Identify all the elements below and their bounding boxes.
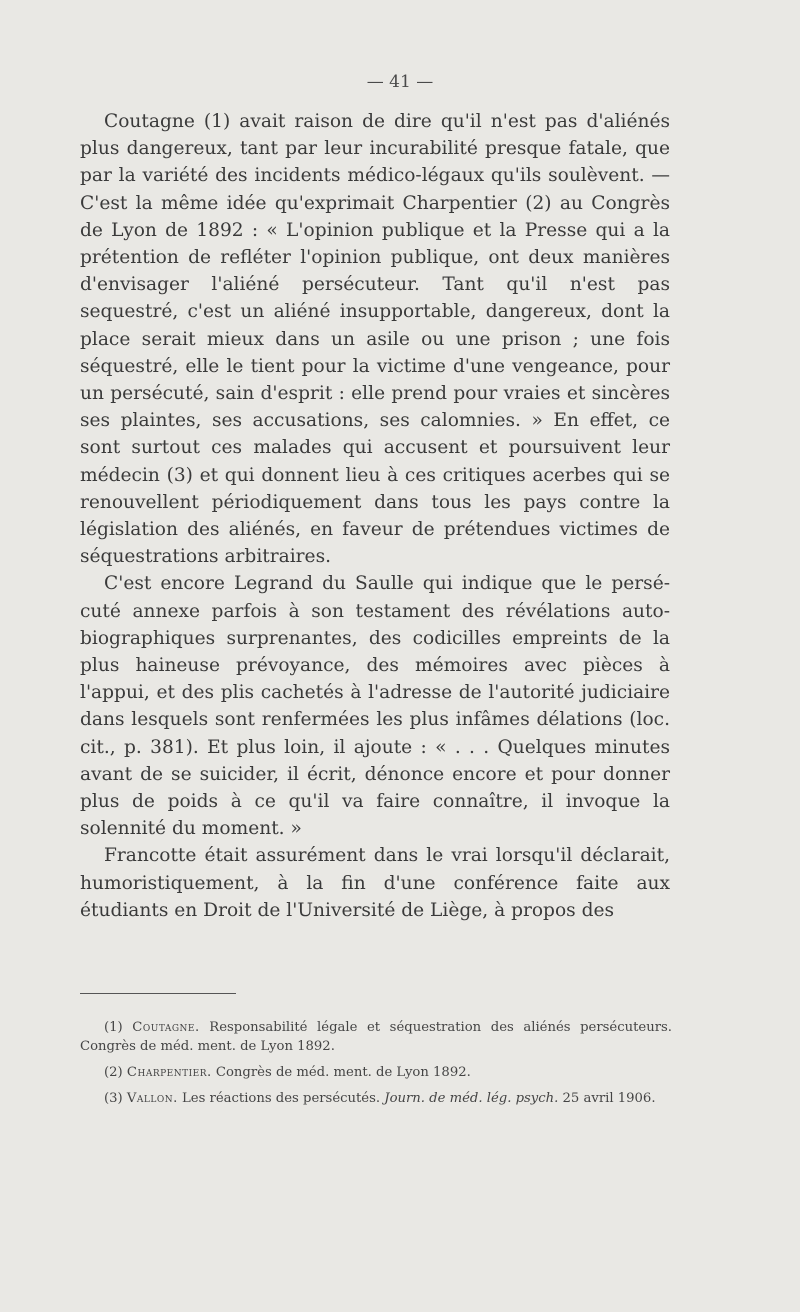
footnote-2: [80, 1063, 672, 1082]
footnote-text: Responsabilité légale et séquestration des aliénés persécuteurs. Congrès de méd. ment. de Lyon 1892.: [80, 1020, 672, 1054]
footnote-author: Vallon.: [126, 1091, 178, 1106]
footnote-text: Les réactions des persécutés.: [182, 1091, 381, 1106]
footnote-marker: (3): [104, 1091, 123, 1106]
footnote-journal: Journ. de méd. lég. psych.: [384, 1091, 559, 1106]
footnote-author: Charpentier.: [126, 1065, 212, 1080]
footnote-marker: (1): [104, 1020, 123, 1035]
paragraph-1: Coutagne (1) avait raison de dire qu'il n'est pas d'aliénés plus dangereux, tant par leur incurabilité presque fatale, que par la variété des incidents médico-légaux qu'ils soulèvent. — C'est la même idée qu'exprimait Charpentier (2) au Congrès de Lyon de 1892 : « L'opinion publique et la Presse qui a la prétention de refléter l'opinion publique, ont deux manières d'envisager l'aliéné persécuteur. Tant qu'il n'est pas sequestré, c'est un aliéné insupportable, dangereux, dont la place serait mieux dans un asile ou une prison ; une fois séquestré, elle le tient pour la victime d'une vengeance, pour un persécuté, sain d'esprit : elle prend pour vraies et sincères ses plaintes, ses accusations, ses calomnies. » En effet, ce sont surtout ces malades qui accusent et poursuivent leur médecin (3) et qui donnent lieu à ces critiques acerbes qui se renouvellent périodiquement dans tous les pays contre la législation des aliénés, en faveur de prétendues victimes de séquestrations arbitraires.: [80, 111, 670, 568]
body-text: [80, 108, 670, 924]
footnote-text: Congrès de méd. ment. de Lyon 1892.: [215, 1065, 471, 1080]
paragraph-3: Francotte était assurément dans le vrai lorsqu'il déclarait, humoristiquement, à la fin d'une conférence faite aux étudiants en Droit de l'Université de Liège, à propos des: [80, 845, 670, 921]
footnote-marker: (2): [104, 1065, 123, 1080]
footnotes: [80, 1018, 672, 1115]
footnote-1: [80, 1018, 672, 1056]
paragraph-2: C'est encore Legrand du Saulle qui indique que le persécuté annexe parfois à son testament des révélations autobiographiques surprenantes, des codicilles empreints de la plus haineuse prévoyance, des mémoires avec pièces à l'appui, et des plis cachetés à l'adresse de l'autorité judiciaire dans lesquels sont renfermées les plus infâmes délations (loc. cit., p. 381). Et plus loin, il ajoute : « . . . Quelques minutes avant de se suicider, il écrit, dénonce encore et pour donner plus de poids à ce qu'il va faire connaître, il invoque la solennité du moment. »: [80, 573, 670, 840]
footnote-date: 25 avril 1906.: [562, 1091, 656, 1106]
footnote-3: [80, 1089, 672, 1108]
footnote-author: Coutagne.: [132, 1020, 200, 1035]
page-number: — 41 —: [366, 72, 434, 92]
footnote-divider: [80, 993, 236, 994]
